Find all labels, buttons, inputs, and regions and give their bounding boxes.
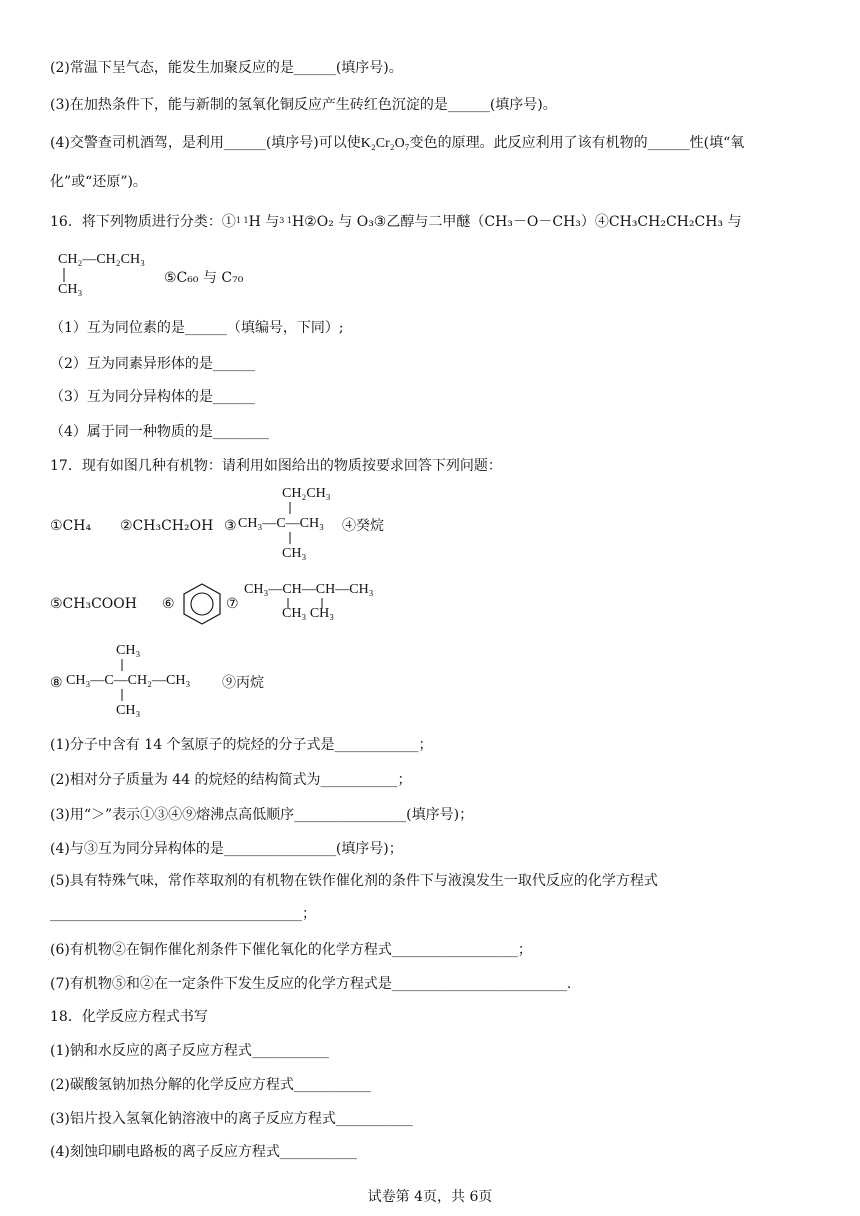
molecule-6-prefix: ⑥ (162, 596, 175, 612)
molecule-7-prefix: ⑦ (226, 596, 239, 612)
molecule-3-bottom: CH₃ (282, 546, 307, 561)
molecule-1: ①CH₄ (50, 518, 92, 534)
q18-sub3: (3)铝片投入氢氧化钠溶液中的离子反应方程式___________ (50, 1111, 413, 1127)
q16-intro-text: 16．将下列物质进行分类：① (50, 214, 236, 230)
q16-iso-text1: H 与 (248, 214, 280, 230)
molecule-2: ②CH₃CH₂OH (120, 518, 214, 534)
q16-intro (50, 211, 742, 232)
isotope-h1-label: 1 1 (235, 216, 249, 225)
isotope-h3-label: 3 1 (279, 216, 292, 225)
q16-sub2: （2）互为同素异形体的是______ (50, 356, 255, 372)
q15-part3: (3)在加热条件下，能与新制的氢氧化铜反应产生砖红色沉淀的是______(填序号)。 (50, 97, 557, 113)
q17-answer-2: (2)相对分子质量为 44 的烷烃的结构简式为___________； (50, 772, 412, 788)
molecule-7-top: CH₃—CH—CH—CH₃ (244, 582, 374, 597)
molecule-8-structure (66, 643, 226, 723)
molecule-4: ④癸烷 (342, 518, 384, 534)
q16-sub3: （3）互为同分异构体的是______ (50, 389, 255, 405)
q17-answer-5: (5)具有特殊气味，常作萃取剂的有机物在铁作催化剂的条件下与液溴发生一取代反应的化学方程式 (50, 873, 658, 889)
molecule-7-structure (244, 582, 384, 622)
butane-structure (58, 252, 168, 302)
q17-answer-7: (7)有机物⑤和②在一定条件下发生反应的化学方程式是_________________________. (50, 976, 572, 992)
q15-part2: (2)常温下呈气态，能发生加聚反应的是______(填序号)。 (50, 60, 403, 76)
molecule-5: ⑤CH₃COOH (50, 596, 137, 612)
q15-part4 (50, 133, 744, 154)
benzene-ring-icon (180, 582, 224, 626)
dichromate-formula: K₂Cr₂O₇ (360, 136, 410, 151)
q16-item5: ⑤C₆₀ 与 C₇₀ (164, 270, 244, 286)
q17-answer-5-blank: ____________________________________； (50, 906, 316, 922)
molecule-8-bottom: CH₃ (116, 703, 141, 718)
q17-answer-6: (6)有机物②在铜作催化剂条件下催化氧化的化学方程式__________________； (50, 942, 532, 958)
q17-answer-4: (4)与③互为同分异构体的是________________(填序号)； (50, 841, 403, 857)
q16-sub1: （1）互为同位素的是______（填编号，下同）; (50, 320, 344, 336)
butane-structure-top: CH₂—CH₂CH₃ (58, 252, 145, 267)
molecule-3-prefix: ③ (224, 518, 237, 534)
molecule-8-prefix: ⑧ (50, 675, 63, 691)
molecule-8-top: CH₃ (116, 643, 141, 658)
q18-intro: 18．化学反应方程式书写 (50, 1009, 208, 1025)
molecule-8-mid: CH₃—C—CH₂—CH₃ (66, 673, 191, 688)
q16-sub4: （4）属于同一种物质的是________ (50, 424, 269, 440)
q18-sub2: (2)碳酸氢钠加热分解的化学反应方程式___________ (50, 1077, 371, 1093)
molecule-3-mid: CH₃—C—CH₃ (238, 516, 324, 531)
q17-answer-1: (1)分子中含有 14 个氢原子的烷烃的分子式是____________； (50, 737, 433, 753)
q15-part4-continued: 化”或“还原”)。 (50, 174, 147, 190)
butane-structure-bottom: CH₃ (58, 282, 83, 297)
q17-intro: 17．现有如图几种有机物：请利用如图给出的物质按要求回答下列问题： (50, 458, 502, 474)
molecule-3-top: CH₂CH₃ (282, 486, 331, 501)
q18-sub4: (4)刻蚀印刷电路板的离子反应方程式___________ (50, 1144, 357, 1160)
page-footer: 试卷第 4页，共 6页 (367, 1189, 493, 1205)
q15-part4-text: (4)交警查司机酒驾，是利用______(填序号)可以使 (50, 135, 361, 151)
molecule-9: ⑨丙烷 (222, 675, 264, 691)
q15-part4-tail: 变色的原理。此反应利用了该有机物的______性(填“氧 (409, 135, 745, 151)
q17-answer-3: (3)用“＞”表示①③④⑨熔沸点高低顺序________________(填序号)； (50, 807, 474, 823)
q18-sub1: (1)钠和水反应的离子反应方程式___________ (50, 1043, 329, 1059)
q16-iso-text2: H②O₂ 与 O₃③乙醇与二甲醚（CH₃－O－CH₃）④CH₃CH₂CH₂CH₃ 与 (291, 214, 742, 230)
molecule-3-structure (238, 486, 358, 566)
molecule-7-bottom: CH₃ CH₃ (282, 606, 335, 621)
